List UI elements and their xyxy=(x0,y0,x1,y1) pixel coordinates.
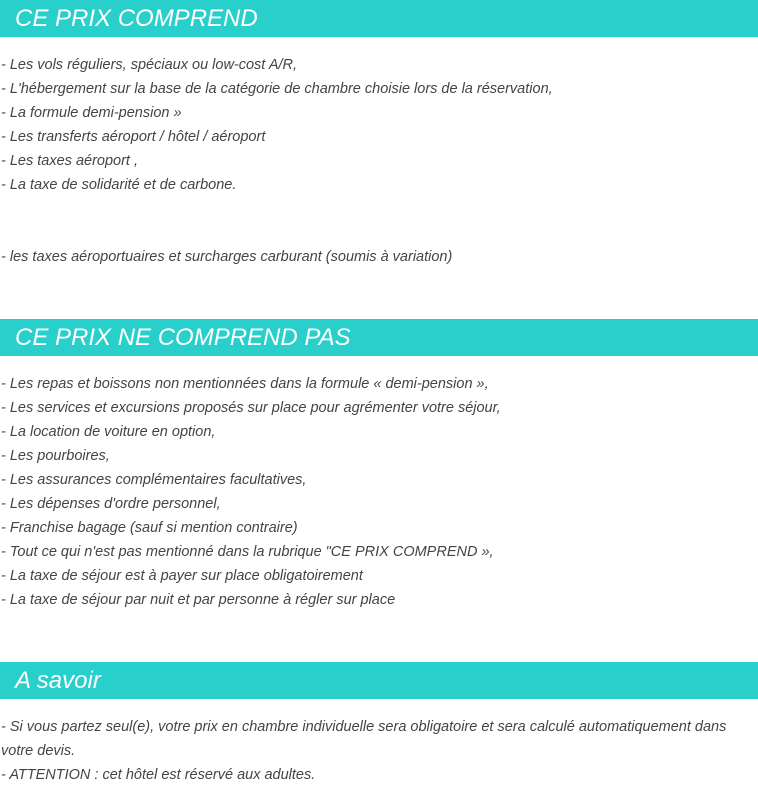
included-item: - Les taxes aéroport , xyxy=(1,153,139,169)
section-header-included: CE PRIX COMPREND xyxy=(0,0,758,37)
included-item: - La formule demi-pension » xyxy=(1,105,182,121)
not-included-item: - La taxe de séjour par nuit et par personne à régler sur place xyxy=(1,592,396,608)
included-item: - L'hébergement sur la base de la catégorie de chambre choisie lors de la réservation, xyxy=(1,81,553,97)
included-extra-item: - les taxes aéroportuaires et surcharges carburant (soumis à variation) xyxy=(1,249,453,265)
not-included-item: - Les services et excursions proposés sur place pour agrémenter votre séjour, xyxy=(1,400,501,416)
not-included-item: - Tout ce qui n'est pas mentionné dans la rubrique "CE PRIX COMPREND », xyxy=(1,544,494,560)
section-header-not-included: CE PRIX NE COMPREND PAS xyxy=(0,319,758,356)
included-item: - Les transferts aéroport / hôtel / aéroport xyxy=(1,129,266,145)
not-included-item: - Franchise bagage (sauf si mention contraire) xyxy=(1,520,298,536)
not-included-item: - La taxe de séjour est à payer sur place obligatoirement xyxy=(1,568,363,584)
section-header-good-to-know: A savoir xyxy=(0,662,758,699)
not-included-item: - La location de voiture en option, xyxy=(1,424,216,440)
good-to-know-item: - Si vous partez seul(e), votre prix en chambre individuelle sera obligatoire et sera calculé automatiquement dans votre devis. xyxy=(1,719,727,759)
not-included-item: - Les repas et boissons non mentionnées dans la formule « demi-pension », xyxy=(1,376,489,392)
not-included-item: - Les dépenses d'ordre personnel, xyxy=(1,496,221,512)
included-item: - Les vols réguliers, spéciaux ou low-cost A/R, xyxy=(1,57,298,73)
included-item: - La taxe de solidarité et de carbone. xyxy=(1,177,237,193)
good-to-know-item: - ATTENTION : cet hôtel est réservé aux adultes. xyxy=(1,767,316,783)
not-included-item: - Les pourboires, xyxy=(1,448,110,464)
not-included-item: - Les assurances complémentaires facultatives, xyxy=(1,472,307,488)
